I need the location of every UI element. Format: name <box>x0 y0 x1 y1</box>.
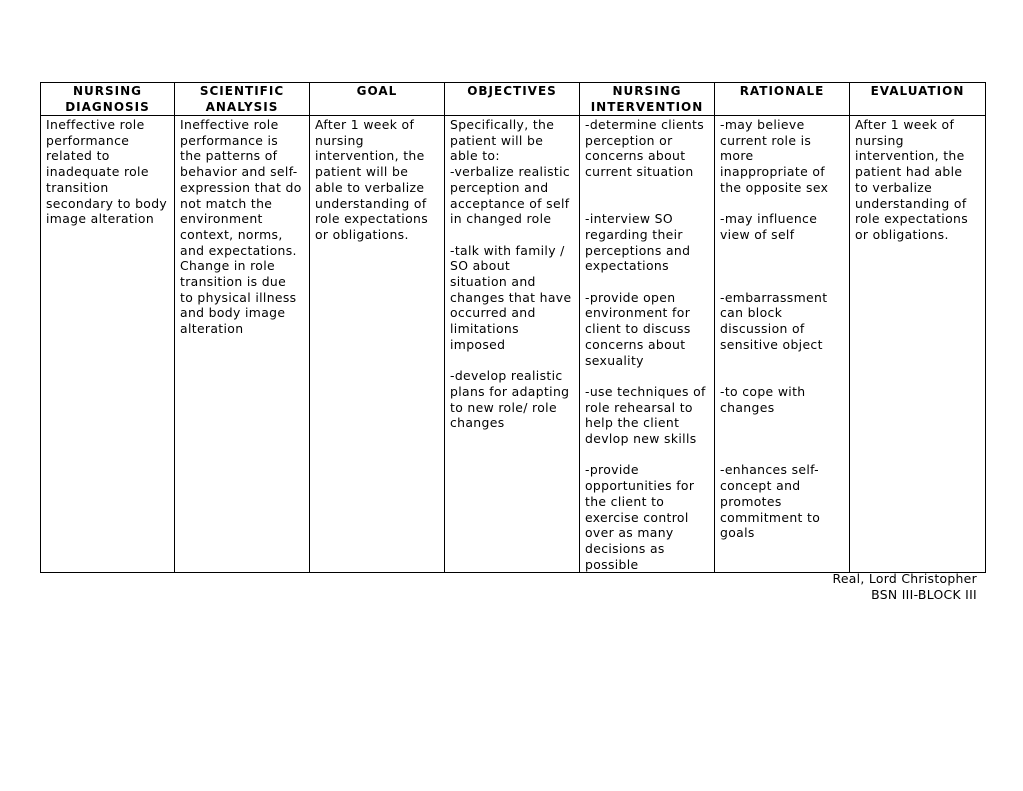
cell-rationale: -may believe current role is more inappropriate of the opposite sex -may influence view of self -embarrassment can block discussion of sensitive object -to cope with changes -enhances self- concept and promotes commitment to goals <box>715 116 850 573</box>
table-row <box>41 116 986 573</box>
header-scientific-analysis: SCIENTIFIC ANALYSIS <box>175 83 310 116</box>
cell-nursing-intervention: -determine clients perception or concerns about current situation -interview SO regarding their perceptions and expectations -provide open environment for client to discuss concerns about sexuality -use techniques of role rehearsal to help the client devlop new skills -provide opportunities for the client to exercise control over as many decisions as possible <box>580 116 715 573</box>
cell-objectives: Specifically, the patient will be able to: -verbalize realistic perception and acceptance of self in changed role -talk with family / SO about situation and changes that have occurred and limitations imposed -develop realistic plans for adapting to new role/ role changes <box>445 116 580 573</box>
cell-nursing-diagnosis: Ineffective role performance related to inadequate role transition secondary to body image alteration <box>41 116 175 573</box>
author-section: BSN III-BLOCK III <box>871 587 977 602</box>
author-name: Real, Lord Christopher <box>832 571 977 586</box>
header-rationale: RATIONALE <box>715 83 850 116</box>
header-nursing-intervention: NURSING INTERVENTION <box>580 83 715 116</box>
header-row <box>41 83 986 116</box>
header-goal: GOAL <box>310 83 445 116</box>
header-nursing-diagnosis: NURSING DIAGNOSIS <box>41 83 175 116</box>
header-objectives: OBJECTIVES <box>445 83 580 116</box>
header-evaluation: EVALUATION <box>850 83 986 116</box>
cell-evaluation: After 1 week of nursing intervention, the patient had able to verbalize understanding of role expectations or obligations. <box>850 116 986 573</box>
cell-goal: After 1 week of nursing intervention, the patient will be able to verbalize understanding of role expectations or obligations. <box>310 116 445 573</box>
author-signature-block <box>832 571 977 603</box>
cell-scientific-analysis: Ineffective role performance is the patterns of behavior and self- expression that do not match the environment context, norms, and expectations. Change in role transition is due to physical illness and body image alteration <box>175 116 310 573</box>
nursing-care-plan-table <box>40 82 986 573</box>
